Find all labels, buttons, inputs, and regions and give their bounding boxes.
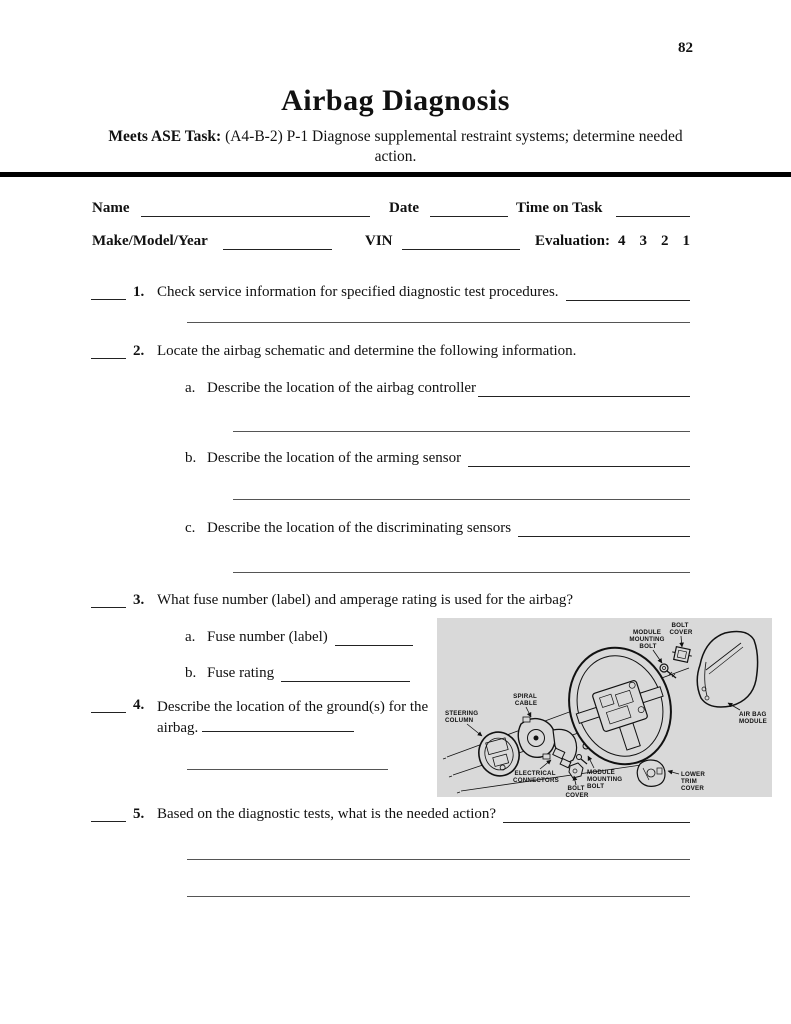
label-air-bag-module: AIR BAG MODULE bbox=[739, 711, 768, 725]
q2a-row bbox=[185, 380, 690, 397]
evaluation-value-4: 4 bbox=[618, 233, 626, 249]
q3-score-blank bbox=[91, 592, 126, 608]
date-label: Date bbox=[389, 200, 419, 216]
ase-task-text: (A4-B-2) P-1 Diagnose supplemental restraint systems; determine needed bbox=[225, 128, 683, 145]
label-electrical-connectors: ELECTRICAL CONNECTORS bbox=[513, 770, 559, 784]
q1-text: Check service information for specified diagnostic test procedures. bbox=[157, 284, 559, 300]
q4-answer-line-2 bbox=[187, 769, 388, 770]
evaluation-scale bbox=[618, 233, 704, 250]
q3-text: What fuse number (label) and amperage rating is used for the airbag? bbox=[157, 592, 574, 608]
q3a-row bbox=[185, 629, 413, 646]
q2b-letter: b. bbox=[185, 450, 197, 466]
q2a-answer-line-2 bbox=[233, 431, 690, 432]
q3b-answer-blank bbox=[281, 665, 410, 682]
lower-trim-cover-drawing bbox=[637, 760, 665, 786]
label-steering-column: STEERING COLUMN bbox=[445, 710, 479, 724]
q5-answer-blank bbox=[503, 806, 690, 823]
label-bolt-cover-bottom: BOLT COVER bbox=[565, 785, 589, 797]
evaluation-value-1: 1 bbox=[682, 233, 690, 249]
q1-score-blank bbox=[91, 284, 126, 300]
ase-task-line bbox=[0, 128, 791, 146]
ase-task-label: Meets ASE Task: bbox=[108, 128, 222, 145]
header-divider bbox=[0, 172, 791, 177]
q5-score-blank bbox=[91, 806, 126, 822]
diagram-svg bbox=[437, 618, 772, 797]
q2b-answer-line-2 bbox=[233, 499, 690, 500]
q2-row bbox=[157, 343, 690, 360]
make-model-year-blank bbox=[223, 234, 332, 250]
q5-number: 5. bbox=[133, 806, 145, 822]
q2c-letter: c. bbox=[185, 520, 196, 536]
q4-text: Describe the location of the ground(s) for the airbag. bbox=[157, 699, 429, 736]
q2c-answer-line-2 bbox=[233, 572, 690, 573]
q1-row bbox=[157, 284, 690, 301]
label-lower-trim-cover: LOWER TRIM COVER bbox=[681, 771, 706, 792]
q2a-letter: a. bbox=[185, 380, 196, 396]
q2-number: 2. bbox=[133, 343, 145, 359]
q2c-row bbox=[185, 520, 690, 537]
time-on-task-label: Time on Task bbox=[516, 200, 603, 216]
vin-label: VIN bbox=[365, 233, 393, 249]
ase-task-line2: action. bbox=[374, 148, 417, 165]
evaluation-value-2: 2 bbox=[661, 233, 669, 249]
q3-row bbox=[157, 592, 690, 609]
q1-answer-line-2 bbox=[187, 322, 690, 323]
q3a-text: Fuse number (label) bbox=[207, 629, 328, 645]
q4-answer-blank bbox=[202, 718, 354, 732]
label-module-mounting-bolt-bottom: MODULE MOUNTING BOLT bbox=[587, 769, 623, 790]
q4-number: 4. bbox=[133, 697, 145, 713]
q3b-row bbox=[185, 665, 410, 682]
q2a-text: Describe the location of the airbag controller bbox=[207, 380, 477, 396]
bolt-cover-bottom-drawing bbox=[569, 763, 583, 778]
q1-number: 1. bbox=[133, 284, 145, 300]
q2c-text: Describe the location of the discriminating sensors bbox=[207, 520, 512, 536]
q2b-text: Describe the location of the arming sensor bbox=[207, 450, 462, 466]
label-module-mounting-bolt-top: MODULE MOUNTING BOLT bbox=[629, 629, 665, 650]
q3a-answer-blank bbox=[335, 629, 413, 646]
make-model-year-label: Make/Model/Year bbox=[92, 233, 208, 249]
q2b-answer-blank bbox=[468, 450, 690, 467]
airbag-exploded-diagram bbox=[437, 618, 772, 797]
q3b-text: Fuse rating bbox=[207, 665, 275, 681]
vin-blank bbox=[402, 234, 520, 250]
evaluation-value-3: 3 bbox=[639, 233, 647, 249]
q2-score-blank bbox=[91, 343, 126, 359]
q5-answer-line-2 bbox=[187, 859, 690, 860]
q3-number: 3. bbox=[133, 592, 145, 608]
page-number: 82 bbox=[678, 40, 693, 56]
evaluation-label: Evaluation: bbox=[535, 233, 611, 249]
q5-answer-line-3 bbox=[187, 896, 690, 897]
q4-row bbox=[157, 697, 445, 739]
date-blank bbox=[430, 201, 508, 217]
name-label: Name bbox=[92, 200, 130, 216]
q4-score-blank bbox=[91, 697, 126, 713]
q2b-row bbox=[185, 450, 690, 467]
q2a-answer-blank bbox=[478, 380, 690, 397]
q2c-answer-blank bbox=[518, 520, 690, 537]
time-on-task-blank bbox=[616, 201, 690, 217]
label-bolt-cover-top: BOLT COVER bbox=[669, 622, 693, 636]
page-title: Airbag Diagnosis bbox=[281, 84, 510, 117]
q5-row bbox=[157, 806, 690, 823]
q2-text: Locate the airbag schematic and determine the following information. bbox=[157, 343, 577, 359]
q1-answer-blank bbox=[566, 284, 690, 301]
name-blank bbox=[141, 201, 370, 217]
q3a-letter: a. bbox=[185, 629, 196, 645]
label-spiral-cable: SPIRAL CABLE bbox=[513, 693, 538, 707]
q5-text: Based on the diagnostic tests, what is the needed action? bbox=[157, 806, 497, 822]
q3b-letter: b. bbox=[185, 665, 197, 681]
